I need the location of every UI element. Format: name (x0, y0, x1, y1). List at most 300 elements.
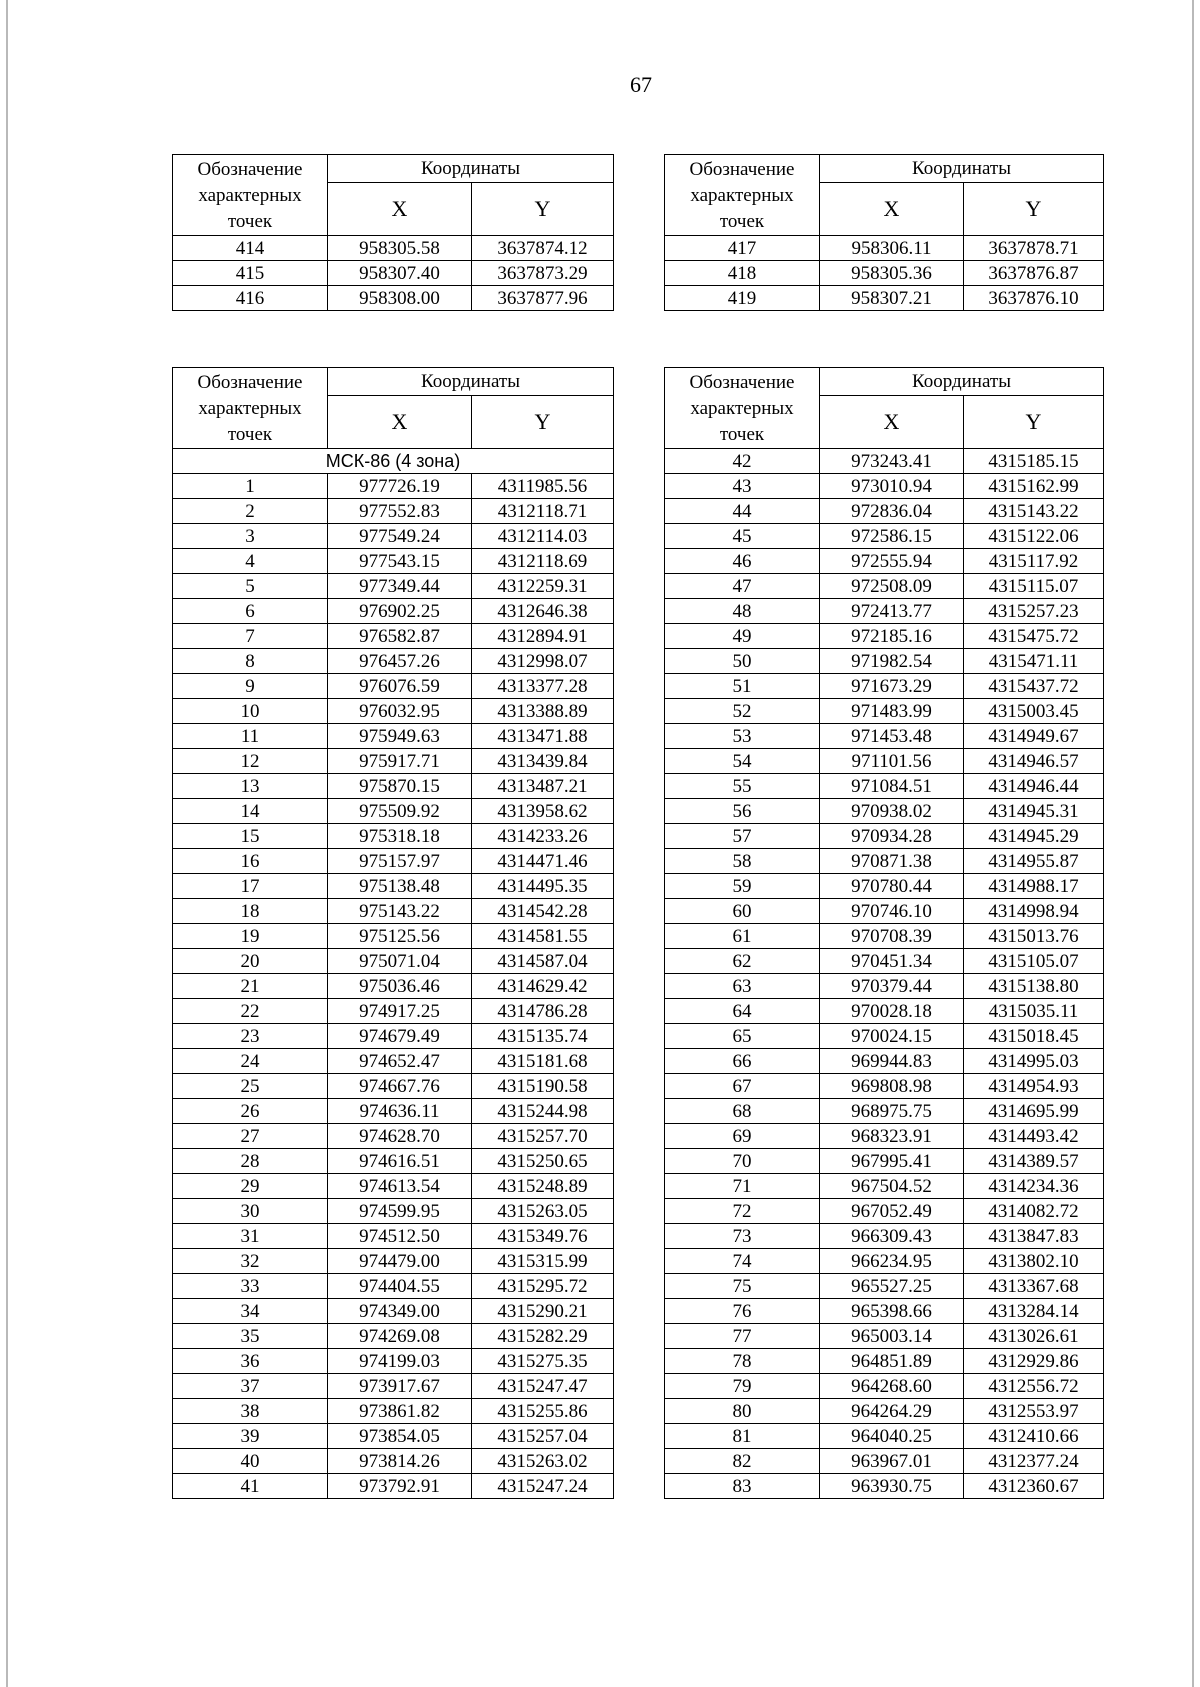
table-row (665, 899, 1104, 924)
point-number-cell: 11 (173, 724, 328, 749)
x-coordinate-cell: 967504.52 (820, 1174, 964, 1199)
table-row (173, 1124, 614, 1149)
table-row (173, 499, 614, 524)
y-coordinate-cell: 4315257.04 (472, 1424, 614, 1449)
y-coordinate-cell: 4313367.68 (964, 1274, 1104, 1299)
x-coordinate-cell: 970708.39 (820, 924, 964, 949)
x-coordinate-cell: 974269.08 (328, 1324, 472, 1349)
y-coordinate-cell: 4314471.46 (472, 849, 614, 874)
x-coordinate-cell: 958305.36 (820, 261, 964, 286)
x-coordinate-cell: 972836.04 (820, 499, 964, 524)
table-row (173, 1049, 614, 1074)
point-number-cell: 44 (665, 499, 820, 524)
x-coordinate-cell: 971084.51 (820, 774, 964, 799)
table-row (665, 699, 1104, 724)
x-header: X (328, 396, 472, 449)
point-number-cell: 71 (665, 1174, 820, 1199)
point-number-cell: 417 (665, 236, 820, 261)
y-coordinate-cell: 4313284.14 (964, 1299, 1104, 1324)
y-coordinate-cell: 4315117.92 (964, 549, 1104, 574)
table-row (665, 1399, 1104, 1424)
table-row (665, 774, 1104, 799)
y-coordinate-cell: 4314389.57 (964, 1149, 1104, 1174)
y-coordinate-cell: 4312646.38 (472, 599, 614, 624)
y-coordinate-cell: 4314629.42 (472, 974, 614, 999)
y-coordinate-cell: 4315181.68 (472, 1049, 614, 1074)
point-number-cell: 69 (665, 1124, 820, 1149)
point-number-cell: 48 (665, 599, 820, 624)
table-row (173, 1099, 614, 1124)
y-coordinate-cell: 4315295.72 (472, 1274, 614, 1299)
point-number-cell: 79 (665, 1374, 820, 1399)
x-coordinate-cell: 964040.25 (820, 1424, 964, 1449)
table-row (173, 1374, 614, 1399)
point-number-cell: 40 (173, 1449, 328, 1474)
point-number-cell: 22 (173, 999, 328, 1024)
table-row (173, 1449, 614, 1474)
table-row (173, 999, 614, 1024)
point-number-cell: 36 (173, 1349, 328, 1374)
table-row (665, 724, 1104, 749)
x-coordinate-cell: 974652.47 (328, 1049, 472, 1074)
y-coordinate-cell: 3637877.96 (472, 286, 614, 311)
point-number-cell: 39 (173, 1424, 328, 1449)
y-coordinate-cell: 4313388.89 (472, 699, 614, 724)
y-coordinate-cell: 3637873.29 (472, 261, 614, 286)
table-row (173, 1399, 614, 1424)
x-coordinate-cell: 977549.24 (328, 524, 472, 549)
x-coordinate-cell: 970871.38 (820, 849, 964, 874)
point-number-cell: 35 (173, 1324, 328, 1349)
table-row (173, 1249, 614, 1274)
x-coordinate-cell: 970780.44 (820, 874, 964, 899)
y-coordinate-cell: 4312410.66 (964, 1424, 1104, 1449)
x-coordinate-cell: 974479.00 (328, 1249, 472, 1274)
coordinates-header: Координаты (820, 368, 1104, 396)
table-row (665, 574, 1104, 599)
x-coordinate-cell: 965398.66 (820, 1299, 964, 1324)
y-coordinate-cell: 4315290.21 (472, 1299, 614, 1324)
table-row (665, 449, 1104, 474)
x-coordinate-cell: 975036.46 (328, 974, 472, 999)
point-number-cell: 31 (173, 1224, 328, 1249)
table-row (665, 874, 1104, 899)
x-coordinate-cell: 970938.02 (820, 799, 964, 824)
x-coordinate-cell: 972413.77 (820, 599, 964, 624)
table-row (173, 1474, 614, 1499)
point-number-cell: 14 (173, 799, 328, 824)
y-coordinate-cell: 4315475.72 (964, 624, 1104, 649)
x-coordinate-cell: 975949.63 (328, 724, 472, 749)
x-coordinate-cell: 975157.97 (328, 849, 472, 874)
point-number-cell: 43 (665, 474, 820, 499)
point-number-cell: 46 (665, 549, 820, 574)
y-coordinate-cell: 4314233.26 (472, 824, 614, 849)
table-row (665, 1024, 1104, 1049)
table-row (665, 1099, 1104, 1124)
y-coordinate-cell: 4315013.76 (964, 924, 1104, 949)
y-coordinate-cell: 4313487.21 (472, 774, 614, 799)
x-coordinate-cell: 976457.26 (328, 649, 472, 674)
table-row (665, 524, 1104, 549)
x-coordinate-cell: 976032.95 (328, 699, 472, 724)
table-row (665, 674, 1104, 699)
y-coordinate-cell: 4315263.02 (472, 1449, 614, 1474)
table-row (665, 1249, 1104, 1274)
point-number-cell: 63 (665, 974, 820, 999)
coordinates-table-top-left (172, 154, 614, 311)
point-number-cell: 66 (665, 1049, 820, 1074)
x-coordinate-cell: 970451.34 (820, 949, 964, 974)
point-number-cell: 2 (173, 499, 328, 524)
point-number-cell: 76 (665, 1299, 820, 1324)
table-row (173, 724, 614, 749)
y-coordinate-cell: 4315138.80 (964, 974, 1104, 999)
x-coordinate-cell: 971101.56 (820, 749, 964, 774)
point-number-cell: 61 (665, 924, 820, 949)
y-coordinate-cell: 4315315.99 (472, 1249, 614, 1274)
y-coordinate-cell: 4314949.67 (964, 724, 1104, 749)
table-row (665, 824, 1104, 849)
table-row (173, 874, 614, 899)
x-coordinate-cell: 975870.15 (328, 774, 472, 799)
x-coordinate-cell: 963930.75 (820, 1474, 964, 1499)
x-coordinate-cell: 966234.95 (820, 1249, 964, 1274)
coordinates-table-bottom-right (664, 367, 1104, 1499)
x-coordinate-cell: 974613.54 (328, 1174, 472, 1199)
table-row (173, 1199, 614, 1224)
point-number-cell: 418 (665, 261, 820, 286)
table-row (665, 236, 1104, 261)
y-coordinate-cell: 4313377.28 (472, 674, 614, 699)
point-number-cell: 73 (665, 1224, 820, 1249)
table-row (173, 574, 614, 599)
x-coordinate-cell: 971453.48 (820, 724, 964, 749)
y-coordinate-cell: 4314945.29 (964, 824, 1104, 849)
y-coordinate-cell: 3637878.71 (964, 236, 1104, 261)
x-coordinate-cell: 964264.29 (820, 1399, 964, 1424)
y-coordinate-cell: 4315185.15 (964, 449, 1104, 474)
table-row (665, 999, 1104, 1024)
y-coordinate-cell: 4312377.24 (964, 1449, 1104, 1474)
x-coordinate-cell: 972555.94 (820, 549, 964, 574)
point-number-cell: 24 (173, 1049, 328, 1074)
y-coordinate-cell: 4314581.55 (472, 924, 614, 949)
table-row (665, 549, 1104, 574)
x-coordinate-cell: 974917.25 (328, 999, 472, 1024)
table-row (173, 899, 614, 924)
x-coordinate-cell: 976902.25 (328, 599, 472, 624)
x-coordinate-cell: 958305.58 (328, 236, 472, 261)
y-coordinate-cell: 4314955.87 (964, 849, 1104, 874)
y-coordinate-cell: 4313471.88 (472, 724, 614, 749)
y-coordinate-cell: 4312118.69 (472, 549, 614, 574)
x-header: X (328, 183, 472, 236)
x-coordinate-cell: 963967.01 (820, 1449, 964, 1474)
y-coordinate-cell: 4315105.07 (964, 949, 1104, 974)
coordinates-header: Координаты (328, 155, 614, 183)
point-number-cell: 23 (173, 1024, 328, 1049)
point-number-cell: 56 (665, 799, 820, 824)
table-row (173, 261, 614, 286)
y-coordinate-cell: 4315035.11 (964, 999, 1104, 1024)
table-row (173, 849, 614, 874)
point-number-cell: 57 (665, 824, 820, 849)
y-coordinate-cell: 4315282.29 (472, 1324, 614, 1349)
x-coordinate-cell: 977543.15 (328, 549, 472, 574)
table-row (173, 524, 614, 549)
table-row (173, 949, 614, 974)
point-number-cell: 15 (173, 824, 328, 849)
table-row (665, 1424, 1104, 1449)
point-number-cell: 82 (665, 1449, 820, 1474)
table-row (665, 1124, 1104, 1149)
scan-edge-left (6, 0, 8, 1687)
table-row (665, 649, 1104, 674)
table-row (665, 1324, 1104, 1349)
point-number-cell: 9 (173, 674, 328, 699)
x-coordinate-cell: 977349.44 (328, 574, 472, 599)
x-coordinate-cell: 964851.89 (820, 1349, 964, 1374)
x-coordinate-cell: 972508.09 (820, 574, 964, 599)
y-coordinate-cell: 4314954.93 (964, 1074, 1104, 1099)
y-coordinate-cell: 4315275.35 (472, 1349, 614, 1374)
table-row (173, 286, 614, 311)
x-coordinate-cell: 964268.60 (820, 1374, 964, 1399)
x-coordinate-cell: 975125.56 (328, 924, 472, 949)
x-coordinate-cell: 968323.91 (820, 1124, 964, 1149)
point-number-cell: 42 (665, 449, 820, 474)
y-coordinate-cell: 4315257.70 (472, 1124, 614, 1149)
x-coordinate-cell: 974349.00 (328, 1299, 472, 1324)
table-row (665, 1199, 1104, 1224)
y-coordinate-cell: 4312998.07 (472, 649, 614, 674)
point-number-cell: 12 (173, 749, 328, 774)
point-number-cell: 25 (173, 1074, 328, 1099)
coordinates-table-bottom-left (172, 367, 614, 1499)
point-number-cell: 62 (665, 949, 820, 974)
point-number-cell: 47 (665, 574, 820, 599)
y-coordinate-cell: 4311985.56 (472, 474, 614, 499)
point-number-cell: 32 (173, 1249, 328, 1274)
y-coordinate-cell: 4313026.61 (964, 1324, 1104, 1349)
x-coordinate-cell: 976582.87 (328, 624, 472, 649)
zone-label: МСК-86 (4 зона) (173, 449, 614, 474)
y-coordinate-cell: 4312556.72 (964, 1374, 1104, 1399)
x-coordinate-cell: 977552.83 (328, 499, 472, 524)
y-coordinate-cell: 4314493.42 (964, 1124, 1104, 1149)
point-number-cell: 37 (173, 1374, 328, 1399)
x-coordinate-cell: 968975.75 (820, 1099, 964, 1124)
x-coordinate-cell: 958308.00 (328, 286, 472, 311)
point-number-cell: 16 (173, 849, 328, 874)
point-number-cell: 68 (665, 1099, 820, 1124)
table-row (173, 774, 614, 799)
y-coordinate-cell: 4315135.74 (472, 1024, 614, 1049)
table-row (665, 1049, 1104, 1074)
x-coordinate-cell: 973854.05 (328, 1424, 472, 1449)
x-coordinate-cell: 958306.11 (820, 236, 964, 261)
table-row (665, 499, 1104, 524)
table-row (173, 549, 614, 574)
point-designation-header: Обозначение характерных точек (173, 155, 328, 236)
table-row (173, 1024, 614, 1049)
y-coordinate-cell: 4315437.72 (964, 674, 1104, 699)
y-coordinate-cell: 4312259.31 (472, 574, 614, 599)
y-coordinate-cell: 4313439.84 (472, 749, 614, 774)
table-row (665, 599, 1104, 624)
x-coordinate-cell: 971673.29 (820, 674, 964, 699)
table-row (173, 599, 614, 624)
table-row (173, 1074, 614, 1099)
point-designation-header: Обозначение характерных точек (173, 368, 328, 449)
point-number-cell: 52 (665, 699, 820, 724)
x-coordinate-cell: 966309.43 (820, 1224, 964, 1249)
point-number-cell: 50 (665, 649, 820, 674)
y-coordinate-cell: 4315263.05 (472, 1199, 614, 1224)
point-number-cell: 54 (665, 749, 820, 774)
y-coordinate-cell: 3637874.12 (472, 236, 614, 261)
x-coordinate-cell: 958307.21 (820, 286, 964, 311)
x-coordinate-cell: 975509.92 (328, 799, 472, 824)
y-header: Y (472, 396, 614, 449)
coordinates-header: Координаты (328, 368, 614, 396)
y-coordinate-cell: 4313847.83 (964, 1224, 1104, 1249)
x-coordinate-cell: 974199.03 (328, 1349, 472, 1374)
y-coordinate-cell: 4314995.03 (964, 1049, 1104, 1074)
table-row (665, 1374, 1104, 1399)
x-coordinate-cell: 973010.94 (820, 474, 964, 499)
table-row (665, 1174, 1104, 1199)
table-row (665, 261, 1104, 286)
table-row (173, 1149, 614, 1174)
x-coordinate-cell: 974628.70 (328, 1124, 472, 1149)
x-coordinate-cell: 969944.83 (820, 1049, 964, 1074)
table-row (173, 1349, 614, 1374)
table-row (173, 824, 614, 849)
table-row (665, 1299, 1104, 1324)
coordinates-table-top-right (664, 154, 1104, 311)
y-coordinate-cell: 4315471.11 (964, 649, 1104, 674)
point-number-cell: 74 (665, 1249, 820, 1274)
x-coordinate-cell: 973792.91 (328, 1474, 472, 1499)
zone-row (173, 449, 614, 474)
point-number-cell: 64 (665, 999, 820, 1024)
table-row (665, 949, 1104, 974)
scan-edge-right (1192, 0, 1194, 1687)
table-row (665, 924, 1104, 949)
x-header: X (820, 183, 964, 236)
point-number-cell: 51 (665, 674, 820, 699)
x-coordinate-cell: 975917.71 (328, 749, 472, 774)
point-number-cell: 38 (173, 1399, 328, 1424)
y-coordinate-cell: 4312114.03 (472, 524, 614, 549)
table-row (173, 1274, 614, 1299)
table-row (173, 749, 614, 774)
x-coordinate-cell: 975143.22 (328, 899, 472, 924)
page-number: 67 (630, 72, 652, 97)
y-coordinate-cell: 4315162.99 (964, 474, 1104, 499)
table-row (173, 1324, 614, 1349)
x-coordinate-cell: 973814.26 (328, 1449, 472, 1474)
x-coordinate-cell: 971483.99 (820, 699, 964, 724)
x-coordinate-cell: 970746.10 (820, 899, 964, 924)
point-number-cell: 70 (665, 1149, 820, 1174)
x-coordinate-cell: 973861.82 (328, 1399, 472, 1424)
point-number-cell: 419 (665, 286, 820, 311)
table-row (665, 1149, 1104, 1174)
point-number-cell: 41 (173, 1474, 328, 1499)
point-number-cell: 18 (173, 899, 328, 924)
table-row (665, 286, 1104, 311)
y-coordinate-cell: 4312553.97 (964, 1399, 1104, 1424)
point-number-cell: 78 (665, 1349, 820, 1374)
x-coordinate-cell: 967052.49 (820, 1199, 964, 1224)
point-number-cell: 33 (173, 1274, 328, 1299)
table-row (665, 1074, 1104, 1099)
point-number-cell: 49 (665, 624, 820, 649)
x-coordinate-cell: 958307.40 (328, 261, 472, 286)
y-coordinate-cell: 4312360.67 (964, 1474, 1104, 1499)
point-designation-header: Обозначение характерных точек (665, 368, 820, 449)
table-row (665, 799, 1104, 824)
point-number-cell: 81 (665, 1424, 820, 1449)
x-coordinate-cell: 970934.28 (820, 824, 964, 849)
table-row (665, 849, 1104, 874)
x-coordinate-cell: 975071.04 (328, 949, 472, 974)
y-coordinate-cell: 4315247.47 (472, 1374, 614, 1399)
y-header: Y (964, 183, 1104, 236)
y-coordinate-cell: 4315247.24 (472, 1474, 614, 1499)
y-coordinate-cell: 4313802.10 (964, 1249, 1104, 1274)
point-number-cell: 34 (173, 1299, 328, 1324)
point-number-cell: 17 (173, 874, 328, 899)
y-coordinate-cell: 4314234.36 (964, 1174, 1104, 1199)
y-coordinate-cell: 4312118.71 (472, 499, 614, 524)
point-number-cell: 83 (665, 1474, 820, 1499)
y-coordinate-cell: 3637876.10 (964, 286, 1104, 311)
y-coordinate-cell: 4315018.45 (964, 1024, 1104, 1049)
point-number-cell: 7 (173, 624, 328, 649)
y-coordinate-cell: 4315257.23 (964, 599, 1104, 624)
point-number-cell: 67 (665, 1074, 820, 1099)
x-coordinate-cell: 970379.44 (820, 974, 964, 999)
table-row (665, 749, 1104, 774)
point-number-cell: 3 (173, 524, 328, 549)
table-row (173, 699, 614, 724)
y-coordinate-cell: 4315122.06 (964, 524, 1104, 549)
point-number-cell: 4 (173, 549, 328, 574)
y-coordinate-cell: 4314988.17 (964, 874, 1104, 899)
point-number-cell: 19 (173, 924, 328, 949)
point-number-cell: 28 (173, 1149, 328, 1174)
table-row (665, 1224, 1104, 1249)
table-row (173, 674, 614, 699)
point-number-cell: 26 (173, 1099, 328, 1124)
point-number-cell: 55 (665, 774, 820, 799)
y-coordinate-cell: 4312894.91 (472, 624, 614, 649)
table-row (665, 1474, 1104, 1499)
table-row (665, 1274, 1104, 1299)
x-coordinate-cell: 975318.18 (328, 824, 472, 849)
x-coordinate-cell: 974616.51 (328, 1149, 472, 1174)
point-number-cell: 415 (173, 261, 328, 286)
y-coordinate-cell: 4314946.57 (964, 749, 1104, 774)
point-number-cell: 75 (665, 1274, 820, 1299)
point-number-cell: 80 (665, 1399, 820, 1424)
y-coordinate-cell: 4314587.04 (472, 949, 614, 974)
y-coordinate-cell: 4315143.22 (964, 499, 1104, 524)
